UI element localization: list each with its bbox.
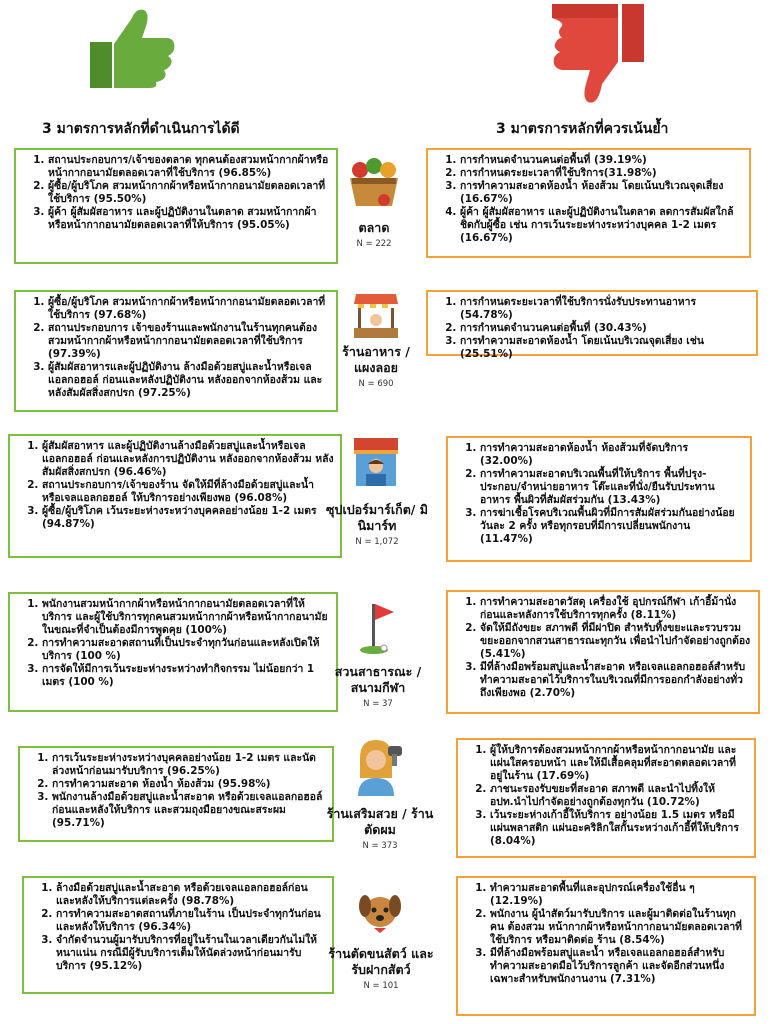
- category-salon: [326, 806, 434, 852]
- list-item: 3. พนักงานล้างมือด้วยสบู่และน้ำสะอาด หรือด้วยเจลแอลกอฮอล์ ก่อนและหลังให้บริการ และสวมถุงมือยางขณะสระผม (95.71%): [52, 791, 326, 830]
- list-item: 4. ผู้ค้า ผู้สัมผัสอาหาร และผู้ปฏิบัติงานในตลาด ลดการสัมผัสใกล้ชิดกับผู้ซื้อ เช่น การเว้นระยะห่างระหว่างบุคคล 1-2 เมตร (16.67%): [460, 206, 743, 245]
- list-item: 3. มีที่ล้างมือพร้อมสบู่และน้ำ หรือเจลแอลกอฮอล์สำหรับทำความสะอาดมือไว้บริการลูกค้า และจัดอีกส่วนหนึ่งเฉพาะสำหรับพนักงานงาน (7.31%): [490, 947, 748, 986]
- park-improve-box: [446, 590, 760, 714]
- market-good-box: [14, 148, 338, 264]
- category-park: [330, 664, 426, 710]
- salon-good-box: [18, 746, 334, 842]
- list-item: 2. การกำหนดระยะเวลาที่ใช้บริการ(31.98%): [460, 167, 743, 180]
- list-item: 1. ทำความสะอาดพื้นที่และอุปกรณ์เครื่องใช้อื่น ๆ (12.19%): [490, 882, 748, 908]
- improve-measures-heading: 3 มาตรการหลักที่ควรเน้นย้ำ: [496, 121, 669, 137]
- category-label: ร้านอาหาร /แผงลอย: [342, 344, 410, 375]
- list-item: 2. ผู้ซื้อ/ผู้บริโภค สวมหน้ากากผ้าหรือหน้ากากอนามัยตลอดเวลาที่ใช้บริการ (95.50%): [48, 180, 330, 206]
- pet-good-box: [22, 876, 334, 994]
- list-item: 2. สถานประกอบการ เจ้าของร้านและพนักงานในร้านทุกคนต้องสวมหน้ากากผ้าหรือหน้ากากอนามัยตลอดเวลาที่ใช้บริการ (97.39%): [48, 322, 330, 361]
- list-item: 1. ผู้สัมผัสอาหาร และผู้ปฏิบัติงานล้างมือด้วยสบู่และน้ำหรือเจลแอลกอฮอล์ ก่อนและหลังการปฏิบัติงาน หลังออกจากห้องส้วม หลังสัมผัสสิ่งสกปรก (96.46%): [42, 440, 334, 479]
- restaurant-good-box: [14, 290, 338, 412]
- list-item: 3. การทำความสะอาดห้องน้ำ โดยเน้นบริเวณจุดเสี่ยง เช่น (25.51%): [460, 335, 750, 361]
- list-item: 1. การทำความสะอาดห้องน้ำ ห้องส้วมที่จัดบริการ (32.00%): [480, 442, 744, 468]
- list-item: 2. ภาชนะรองรับขยะที่สะอาด สภาพดี และนำไปทิ้งให้อปท.นำไปกำจัดอย่างถูกต้องทุกวัน (10.72%): [490, 783, 748, 809]
- supermarket-good-box: [8, 434, 342, 558]
- list-item: 3. การทำความสะอาดห้องน้ำ ห้องส้วม โดยเน้นบริเวณจุดเสี่ยง (16.67%): [460, 180, 743, 206]
- list-item: 3. จำกัดจำนวนผู้มารับบริการที่อยู่ในร้านในเวลาเดียวกันไม่ให้หนาแน่น กรณีมีผู้รับบริการเต็มให้นัดล่วงหน้าก่อนมารับบริการ (95.12%): [56, 934, 326, 973]
- sample-size: N = 101: [363, 981, 399, 991]
- thumbs-up-icon: [88, 4, 178, 90]
- list-item: 3. การฆ่าเชื้อโรคบริเวณพื้นผิวที่มีการสัมผัสร่วมกันอย่างน้อยวันละ 2 ครั้ง หรือทุกรอบที่มีการเปลี่ยนพนักงาน (11.47%): [480, 507, 744, 546]
- sample-size: N = 690: [358, 379, 394, 389]
- hairdresser-icon: [354, 738, 406, 796]
- list-item: 3. ผู้สัมผัสอาหารและผู้ปฏิบัติงาน ล้างมือด้วยสบู่และน้ำหรือเจลแอลกอฮอล์ ก่อนและหลังปฏิบัติงาน หลังออกจากห้องส้วม และหลังสัมผัสสิ่งสกปรก (97.25%): [48, 361, 330, 400]
- list-item: 2. การทำความสะอาด ห้องน้ำ ห้องส้วม (95.98%): [52, 778, 326, 791]
- category-supermarket: [322, 502, 432, 548]
- restaurant-improve-box: [426, 290, 758, 360]
- golf-flag-icon: [358, 602, 398, 656]
- sample-size: N = 222: [356, 239, 392, 249]
- category-label: ซุปเปอร์มาร์เก็ต/ มินิมาร์ท: [326, 502, 428, 533]
- list-item: 2. สถานประกอบการ/เจ้าของร้าน จัดให้มีที่ล้างมือด้วยสบู่และน้ำ หรือเจลแอลกอฮอล์ ให้บริการอย่างเพียงพอ (96.08%): [42, 479, 334, 505]
- list-item: 3. การจัดให้มีการเว้นระยะห่างระหว่างทำกิจกรรม ไม่น้อยกว่า 1 เมตร (100 %): [42, 663, 330, 689]
- category-label: ร้านตัดขนสัตว์ และรับฝากสัตว์: [328, 946, 434, 977]
- list-item: 3. มีที่ล้างมือพร้อมสบู่และน้ำสะอาด หรือเจลแอลกอฮอล์สำหรับทำความสะอาดไว้บริการในบริเวณที่มีการออกกำลังอย่างทั่วถึงเพียงพอ (2.70%): [480, 661, 752, 700]
- category-restaurant: [330, 344, 422, 390]
- list-item: 2. พนักงาน ผู้นำสัตว์มารับบริการ และผู้มาติดต่อในร้านทุกคน ต้องสวม หน้ากากผ้าหรือหน้ากากอนามัยตลอดเวลาที่ใช้บริการ หรือมาติดต่อ ร้าน (8.54%): [490, 908, 748, 947]
- sample-size: N = 1,072: [355, 537, 399, 547]
- shopkeeper-store-icon: [352, 436, 400, 488]
- list-item: 1. พนักงานสวมหน้ากากผ้าหรือหน้ากากอนามัยตลอดเวลาที่ให้บริการ และผู้ใช้บริการทุกคนสวมหน้ากากผ้าหรือหน้ากากอนามัยในขณะที่จำเป็นต้องมีการพูดคุย (100%): [42, 598, 330, 637]
- list-item: 1. ล้างมือด้วยสบู่และน้ำสะอาด หรือด้วยเจลแอลกอฮอล์ก่อนและหลังให้บริการแต่ละครั้ง (98.78%): [56, 882, 326, 908]
- list-item: 1. ผู้ซื้อ/ผู้บริโภค สวมหน้ากากผ้าหรือหน้ากากอนามัยตลอดเวลาที่ใช้บริการ (97.68%): [48, 296, 330, 322]
- market-improve-box: [426, 148, 751, 258]
- thumbs-down-icon: [548, 4, 648, 108]
- category-pet-grooming: [326, 946, 436, 992]
- category-label: สวนสาธารณะ /สนามกีฬา: [334, 664, 422, 695]
- food-stall-icon: [352, 290, 400, 340]
- sample-size: N = 37: [363, 699, 393, 709]
- supermarket-improve-box: [446, 436, 752, 562]
- list-item: 2. การทำความสะอาดสถานที่เป็นประจำทุกวันก่อนและหลังเปิดให้บริการ (100 %): [42, 637, 330, 663]
- park-good-box: [8, 592, 338, 712]
- list-item: 1. ผู้ให้บริการต้องสวมหน้ากากผ้าหรือหน้ากากอนามัย และแผ่นใสครอบหน้า และให้มีเสื้อคลุมที่สะอาดตลอดเวลาที่อยู่ในร้าน (17.69%): [490, 744, 748, 783]
- salon-improve-box: [456, 738, 756, 858]
- good-measures-heading: 3 มาตรการหลักที่ดำเนินการได้ดี: [42, 121, 240, 137]
- vegetable-basket-icon: [346, 156, 402, 210]
- list-item: 1. การกำหนดระยะเวลาที่ใช้บริการนั่งรับประทานอาหาร (54.78%): [460, 296, 750, 322]
- list-item: 3. ผู้ซื้อ/ผู้บริโภค เว้นระยะห่างระหว่างบุคคลอย่างน้อย 1-2 เมตร (94.87%): [42, 505, 334, 531]
- category-label: ตลาด: [358, 220, 390, 235]
- list-item: 2. การทำความสะอาดบริเวณพื้นที่ให้บริการ พื้นที่ปรุง-ประกอบ/จำหน่ายอาหาร โต๊ะและที่นั่ง/ยืนรับประทานอาหาร พื้นผิวที่สัมผัสร่วมกัน (13.43%): [480, 468, 744, 507]
- category-market: [334, 220, 414, 250]
- list-item: 1. สถานประกอบการ/เจ้าของตลาด ทุกคนต้องสวมหน้ากากผ้าหรือหน้ากากอนามัยตลอดเวลาที่ใช้บริการ (96.85%): [48, 154, 330, 180]
- category-label: ร้านเสริมสวย / ร้านตัดผม: [326, 806, 434, 837]
- dog-icon: [356, 886, 404, 936]
- list-item: 2. การกำหนดจำนวนคนต่อพื้นที่ (30.43%): [460, 322, 750, 335]
- list-item: 3. ผู้ค้า ผู้สัมผัสอาหาร และผู้ปฏิบัติงานในตลาด สวมหน้ากากผ้าหรือหน้ากากอนามัยตลอดเวลาที่ให้บริการ (95.05%): [48, 206, 330, 232]
- list-item: 1. การทำความสะอาดวัสดุ เครื่องใช้ อุปกรณ์กีฬา เก้าอี้ม้านั่ง ก่อนและหลังการใช้บริการทุกครั้ง (8.11%): [480, 596, 752, 622]
- list-item: 1. การกำหนดจำนวนคนต่อพื้นที่ (39.19%): [460, 154, 743, 167]
- list-item: 1. การเว้นระยะห่างระหว่างบุคคลอย่างน้อย 1-2 เมตร และนัดล่วงหน้าก่อนมารับบริการ (96.25%): [52, 752, 326, 778]
- sample-size: N = 373: [362, 841, 398, 851]
- pet-improve-box: [456, 876, 756, 1016]
- list-item: 2. จัดให้มีถังขยะ สภาพดี ที่มีฝาปิด สำหรับทิ้งขยะและรวบรวมขยะออกจากสวนสาธารณะทุกวัน เพื่อนำไปกำจัดอย่างถูกต้อง (5.41%): [480, 622, 752, 661]
- list-item: 3. เว้นระยะห่างเก้าอี้ให้บริการ อย่างน้อย 1.5 เมตร หรือมีแผ่นพลาสติก แผ่นอะคริลิกใสกั้นระหว่างเก้าอี้ที่ให้บริการ (8.04%): [490, 809, 748, 848]
- list-item: 2. การทำความสะอาดสถานที่ภายในร้าน เป็นประจำทุกวันก่อนและหลังให้บริการ (96.34%): [56, 908, 326, 934]
